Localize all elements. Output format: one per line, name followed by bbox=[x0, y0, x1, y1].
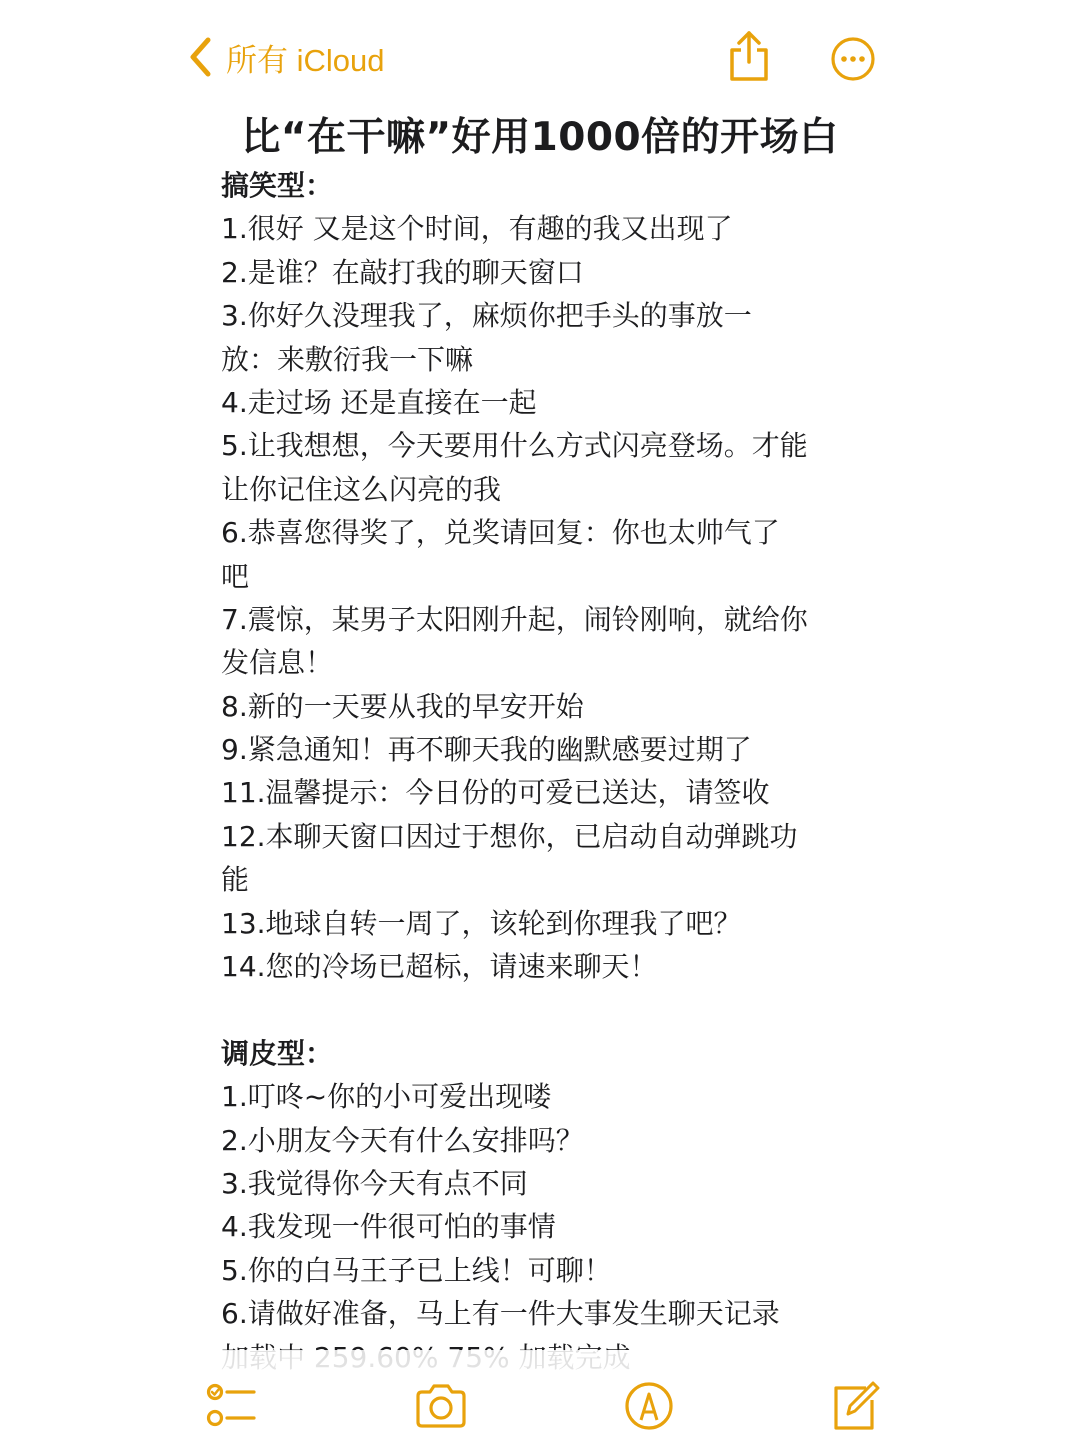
chevron-left-icon bbox=[186, 36, 216, 78]
note-line: 8.新的一天要从我的早安开始 bbox=[221, 689, 584, 723]
note-line: 2.是谁？在敲打我的聊天窗口 bbox=[221, 255, 584, 289]
more-button[interactable] bbox=[830, 36, 876, 82]
section-heading: 搞笑型： bbox=[221, 169, 334, 202]
note-title: 比“在干嘛”好用1000倍的开场白 bbox=[241, 115, 839, 160]
share-button[interactable] bbox=[726, 30, 772, 82]
note-line: 11.温馨提示：今日份的可爱已送达，请签收 bbox=[221, 776, 770, 810]
note-line: 3.我觉得你今天有点不同 bbox=[221, 1166, 528, 1200]
note-line: 能 bbox=[221, 863, 250, 897]
section-heading: 调皮型： bbox=[221, 1036, 334, 1070]
note-line: 6.恭喜您得奖了，兑奖请回复：你也太帅气了 bbox=[221, 516, 780, 550]
blank-line bbox=[221, 988, 881, 1031]
note-line: 3.你好久没理我了，麻烦你把手头的事放一 bbox=[221, 299, 752, 333]
share-icon bbox=[726, 30, 772, 82]
note-line: 2.小朋友今天有什么安排吗？ bbox=[221, 1123, 584, 1157]
checklist-icon bbox=[202, 1378, 258, 1434]
note-line: 6.请做好准备，马上有一件大事发生聊天记录 bbox=[221, 1297, 780, 1331]
compose-icon bbox=[826, 1378, 882, 1434]
note-line: 放：来敷衍我一下嘛 bbox=[221, 342, 474, 376]
bottom-toolbar bbox=[0, 1378, 1080, 1440]
note-line: 吧 bbox=[221, 559, 250, 593]
note-line: 1.很好 又是这个时间，有趣的我又出现了 bbox=[221, 212, 733, 246]
note-line: 12.本聊天窗口因过于想你，已启动自动弹跳功 bbox=[221, 819, 798, 853]
navigation-bar bbox=[0, 0, 1080, 110]
back-label: 所有 iCloud bbox=[226, 42, 385, 78]
camera-button[interactable] bbox=[413, 1378, 469, 1434]
note-line: 9.紧急通知！再不聊天我的幽默感要过期了 bbox=[221, 733, 752, 767]
note-body[interactable] bbox=[221, 164, 881, 1352]
note-line: 13.地球自转一周了，该轮到你理我了吧？ bbox=[221, 906, 742, 940]
note-line: 5.让我想想，今天要用什么方式闪亮登场。才能 bbox=[221, 429, 808, 463]
checklist-button[interactable] bbox=[202, 1378, 258, 1434]
note-line: 让你记住这么闪亮的我 bbox=[221, 472, 502, 506]
note-line: 14.您的冷场已超标，请速来聊天！ bbox=[221, 950, 658, 984]
note-line: 7.震惊，某男子太阳刚升起，闹铃刚响，就给你 bbox=[221, 602, 808, 636]
compose-button[interactable] bbox=[826, 1378, 882, 1434]
camera-icon bbox=[413, 1378, 469, 1434]
note-line: 5.你的白马王子已上线！可聊！ bbox=[221, 1253, 612, 1287]
ellipsis-circle-icon bbox=[830, 36, 876, 82]
back-button[interactable] bbox=[186, 34, 385, 80]
note-line: 4.走过场 还是直接在一起 bbox=[221, 385, 537, 419]
note-line: 发信息！ bbox=[221, 646, 334, 680]
markup-pen-icon bbox=[621, 1378, 677, 1434]
note-line: 4.我发现一件很可怕的事情 bbox=[221, 1210, 556, 1244]
markup-button[interactable] bbox=[621, 1378, 677, 1434]
note-line: 1.叮咚~你的小可爱出现喽 bbox=[221, 1080, 552, 1114]
